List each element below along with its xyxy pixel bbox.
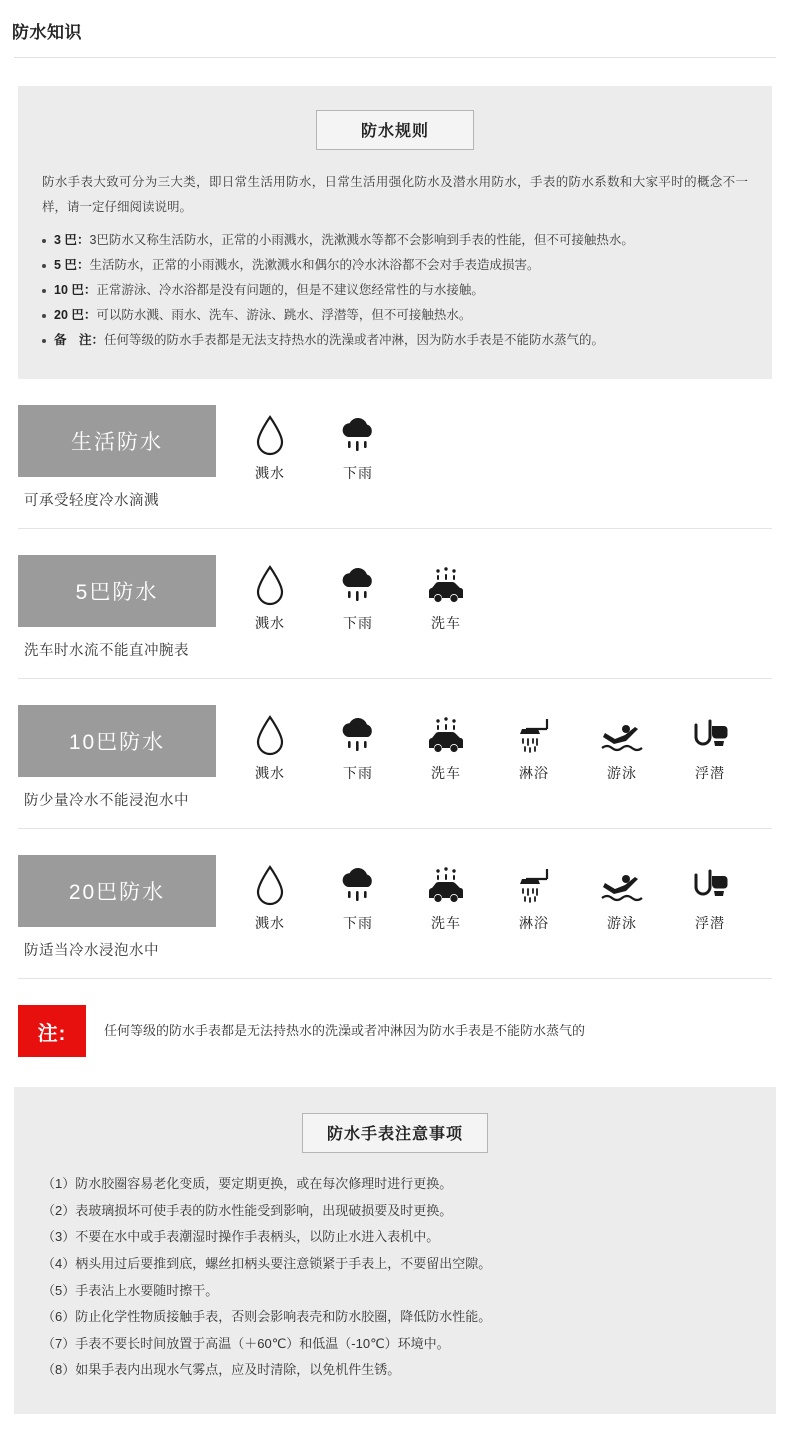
grade-chip: 20巴防水 bbox=[18, 855, 216, 927]
icon-cell-water-drop bbox=[226, 411, 314, 483]
swimmer-icon bbox=[578, 861, 666, 907]
caution-banner bbox=[18, 1005, 772, 1057]
icon-cell-snorkel bbox=[666, 711, 754, 783]
grade-note: 洗车时水流不能直冲腕表 bbox=[24, 643, 189, 659]
icon-cell-rain-cloud bbox=[314, 861, 402, 933]
grade-chip: 生活防水 bbox=[18, 405, 216, 477]
rain-cloud-icon bbox=[314, 561, 402, 607]
list-item bbox=[36, 253, 754, 278]
icon-cell-rain-cloud bbox=[314, 711, 402, 783]
icon-label: 下雨 bbox=[343, 765, 373, 781]
rule-key: 5 巴 bbox=[54, 258, 77, 272]
rule-key: 备 注 bbox=[54, 333, 92, 347]
rules-badge: 防水规则 bbox=[316, 110, 474, 150]
list-item: （8）如果手表内出现水气雾点，应及时清除，以免机件生锈。 bbox=[42, 1362, 401, 1378]
icon-cell-swimmer bbox=[578, 861, 666, 933]
car-wash-icon bbox=[402, 861, 490, 907]
icon-label: 溅水 bbox=[255, 465, 285, 481]
list-item bbox=[36, 303, 754, 328]
icon-label: 溅水 bbox=[255, 615, 285, 631]
grade-icon-list bbox=[226, 855, 772, 933]
rule-text: 任何等级的防水手表都是无法支持热水的洗澡或者冲淋，因为防水手表是不能防水蒸气的。 bbox=[104, 333, 605, 347]
grade-row bbox=[18, 529, 772, 679]
icon-label: 下雨 bbox=[343, 615, 373, 631]
list-item: （6）防止化学性物质接触手表，否则会影响表壳和防水胶圈，降低防水性能。 bbox=[42, 1309, 492, 1325]
rule-key: 3 巴 bbox=[54, 233, 77, 247]
list-item: （3）不要在水中或手表潮湿时操作手表柄头，以防止水进入表机中。 bbox=[42, 1229, 440, 1245]
list-item bbox=[36, 228, 754, 253]
list-item bbox=[36, 278, 754, 303]
rule-text: 生活防水，正常的小雨溅水，洗漱溅水和偶尔的冷水沐浴都不会对手表造成损害。 bbox=[89, 258, 540, 272]
rain-cloud-icon bbox=[314, 861, 402, 907]
grade-row bbox=[18, 679, 772, 829]
icon-cell-car-wash bbox=[402, 561, 490, 633]
icon-label: 浮潜 bbox=[695, 915, 725, 931]
icon-label: 溅水 bbox=[255, 915, 285, 931]
list-item: （5）手表沾上水要随时擦干。 bbox=[42, 1282, 219, 1298]
rules-list bbox=[36, 228, 754, 353]
icon-label: 洗车 bbox=[431, 765, 461, 781]
icon-label: 浮潜 bbox=[695, 765, 725, 781]
icon-label: 淋浴 bbox=[519, 765, 549, 781]
list-item: （7）手表不要长时间放置于高温（＋60℃）和低温（-10℃）环境中。 bbox=[42, 1335, 450, 1351]
icon-label: 淋浴 bbox=[519, 915, 549, 931]
notice-list bbox=[32, 1171, 758, 1384]
list-item: （2）表玻璃损坏可使手表的防水性能受到影响，出现破损要及时更换。 bbox=[42, 1202, 453, 1218]
rule-text: 可以防水溅、雨水、洗车、游泳、跳水、浮潜等，但不可接触热水。 bbox=[96, 308, 472, 322]
icon-cell-swimmer bbox=[578, 711, 666, 783]
page-title: 防水知识 bbox=[12, 23, 82, 42]
icon-label: 溅水 bbox=[255, 765, 285, 781]
caution-tag: 注: bbox=[18, 1005, 86, 1057]
caution-text: 任何等级的防水手表都是无法持热水的洗澡或者冲淋因为防水手表是不能防水蒸气的 bbox=[104, 1022, 586, 1038]
rule-text: 3巴防水又称生活防水，正常的小雨溅水，洗漱溅水等都不会影响到手表的性能，但不可接触热水。 bbox=[89, 233, 634, 247]
icon-cell-car-wash bbox=[402, 711, 490, 783]
icon-label: 游泳 bbox=[607, 915, 637, 931]
icon-label: 下雨 bbox=[343, 465, 373, 481]
grade-icon-list bbox=[226, 555, 772, 633]
grade-row bbox=[18, 829, 772, 979]
rule-text: 正常游泳、冷水浴都是没有问题的，但是不建议您经常性的与水接触。 bbox=[96, 283, 484, 297]
rain-cloud-icon bbox=[314, 411, 402, 457]
rule-sep: ： bbox=[76, 233, 90, 247]
snorkel-icon bbox=[666, 861, 754, 907]
icon-cell-rain-cloud bbox=[314, 411, 402, 483]
water-drop-icon bbox=[226, 411, 314, 457]
list-item bbox=[36, 328, 754, 353]
shower-icon bbox=[490, 861, 578, 907]
icon-cell-snorkel bbox=[666, 861, 754, 933]
car-wash-icon bbox=[402, 711, 490, 757]
grade-note: 可承受轻度冷水滴溅 bbox=[24, 493, 159, 509]
title-divider bbox=[14, 57, 776, 58]
grade-icon-list bbox=[226, 405, 772, 483]
rule-key: 10 巴 bbox=[54, 283, 84, 297]
list-item: （1）防水胶圈容易老化变质，要定期更换，或在每次修理时进行更换。 bbox=[42, 1176, 453, 1191]
icon-cell-shower bbox=[490, 711, 578, 783]
rule-sep: ： bbox=[83, 283, 97, 297]
car-wash-icon bbox=[402, 561, 490, 607]
rule-key: 20 巴 bbox=[54, 308, 84, 322]
grade-icon-list bbox=[226, 705, 772, 783]
snorkel-icon bbox=[666, 711, 754, 757]
grade-note: 防适当冷水浸泡水中 bbox=[24, 943, 159, 959]
icon-cell-rain-cloud bbox=[314, 561, 402, 633]
grade-left bbox=[18, 555, 226, 660]
icon-label: 下雨 bbox=[343, 915, 373, 931]
waterproof-rules-panel bbox=[18, 86, 772, 379]
icon-label: 洗车 bbox=[431, 915, 461, 931]
rule-sep: ： bbox=[76, 258, 90, 272]
water-drop-icon bbox=[226, 711, 314, 757]
grade-row bbox=[18, 379, 772, 529]
swimmer-icon bbox=[578, 711, 666, 757]
rule-sep: ： bbox=[91, 333, 105, 347]
icon-cell-shower bbox=[490, 861, 578, 933]
grade-chip: 5巴防水 bbox=[18, 555, 216, 627]
rule-sep: ： bbox=[83, 308, 97, 322]
rules-intro: 防水手表大致可分为三大类，即日常生活用防水，日常生活用强化防水及潜水用防水，手表的防水系数和大家平时的概念不一样，请一定仔细阅读说明。 bbox=[42, 175, 748, 214]
grade-note: 防少量冷水不能浸泡水中 bbox=[24, 793, 189, 809]
grade-left bbox=[18, 405, 226, 510]
grade-left bbox=[18, 855, 226, 960]
icon-cell-water-drop bbox=[226, 711, 314, 783]
water-drop-icon bbox=[226, 561, 314, 607]
icon-cell-car-wash bbox=[402, 861, 490, 933]
shower-icon bbox=[490, 711, 578, 757]
water-drop-icon bbox=[226, 861, 314, 907]
list-item: （4）柄头用过后要推到底，螺丝扣柄头要注意锁紧于手表上，不要留出空隙。 bbox=[42, 1255, 492, 1271]
rain-cloud-icon bbox=[314, 711, 402, 757]
icon-label: 游泳 bbox=[607, 765, 637, 781]
icon-cell-water-drop bbox=[226, 861, 314, 933]
grade-left bbox=[18, 705, 226, 810]
icon-cell-water-drop bbox=[226, 561, 314, 633]
notice-panel bbox=[14, 1087, 776, 1414]
grade-chip: 10巴防水 bbox=[18, 705, 216, 777]
notice-badge: 防水手表注意事项 bbox=[302, 1113, 488, 1153]
icon-label: 洗车 bbox=[431, 615, 461, 631]
